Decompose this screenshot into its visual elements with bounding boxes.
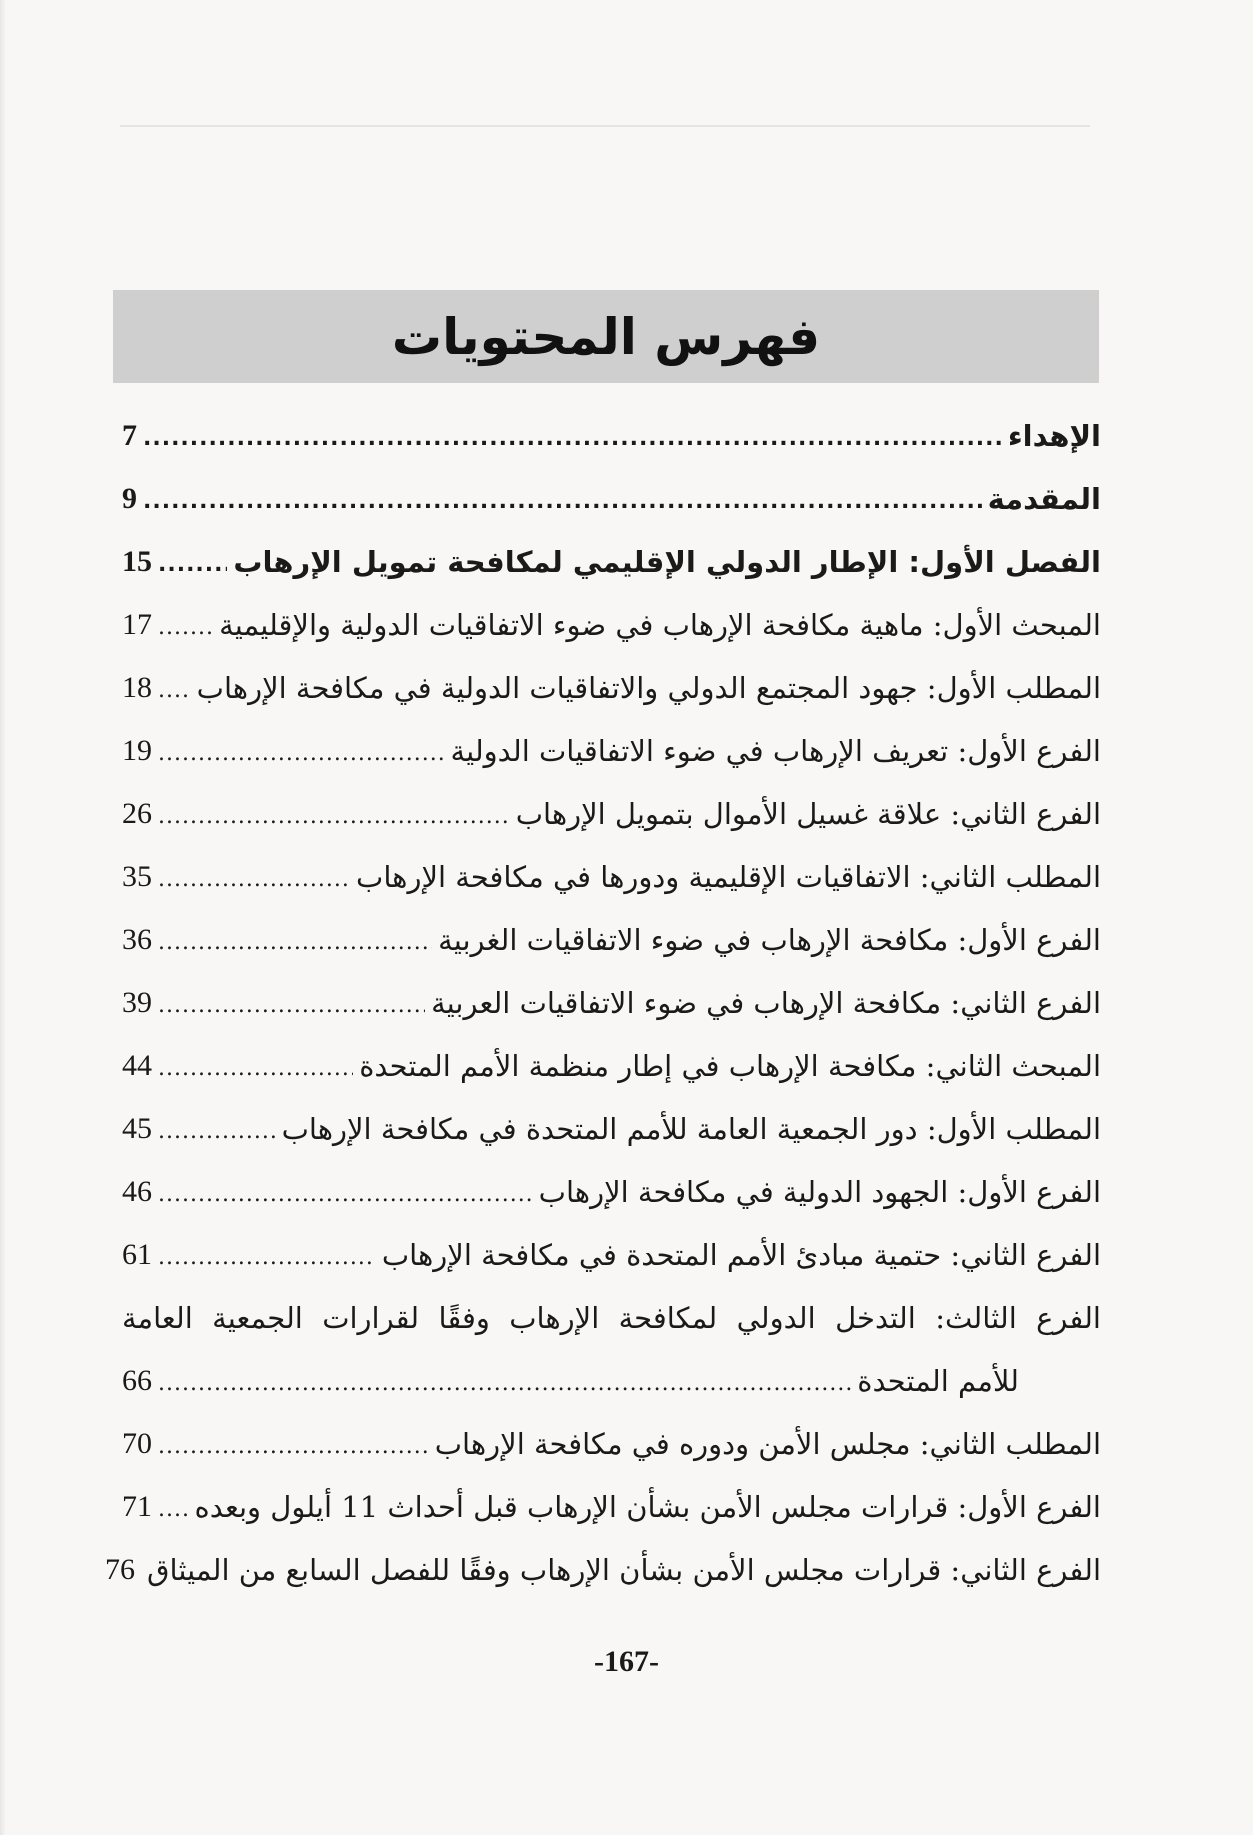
leader-dots	[143, 489, 982, 530]
toc-entry-title: المبحث الأول: ماهية مكافحة الإرهاب في ضوء الاتفاقيات الدولية والإقليمية	[219, 607, 1101, 642]
toc-entry[interactable]	[122, 467, 1101, 530]
toc-entry-title: المبحث الثاني: مكافحة الإرهاب في إطار منظمة الأمم المتحدة	[359, 1048, 1101, 1083]
toc-entry-page: 76	[105, 1552, 136, 1586]
toc-entry-page: 15	[122, 544, 152, 578]
toc-entry[interactable]	[122, 782, 1101, 845]
toc-entry-page: 9	[122, 481, 137, 515]
leader-dots	[158, 930, 432, 971]
toc-entry[interactable]	[122, 1160, 1101, 1223]
leader-dots	[143, 426, 1002, 467]
toc-entry[interactable]	[122, 1412, 1101, 1475]
leader-dots	[158, 552, 227, 593]
toc-entry-title: للأمم المتحدة	[857, 1363, 1019, 1398]
leader-dots	[158, 1245, 376, 1286]
leader-dots	[158, 1434, 429, 1475]
toc-entry-page: 44	[122, 1048, 152, 1082]
toc-entry[interactable]	[122, 1034, 1101, 1097]
toc-entry[interactable]	[122, 1286, 1101, 1349]
leader-dots	[158, 615, 213, 656]
toc-entry-title: الفرع الثاني: مكافحة الإرهاب في ضوء الاتفاقيات العربية	[431, 985, 1101, 1020]
toc-entry-page: 26	[122, 796, 152, 830]
toc-entry-title: الفرع الأول: تعريف الإرهاب في ضوء الاتفاقيات الدولية	[450, 733, 1101, 768]
toc-entry-title: الفرع الثالث: التدخل الدولي لمكافحة الإرهاب وفقًا لقرارات الجمعية العامة	[122, 1300, 1101, 1335]
leader-dots	[158, 1056, 353, 1097]
toc-entry-title: الفرع الأول: قرارات مجلس الأمن بشأن الإرهاب قبل أحداث 11 أيلول وبعده	[194, 1489, 1101, 1524]
toc-entry-page: 17	[122, 607, 152, 641]
toc-entry-title: الإهداء	[1007, 418, 1101, 453]
toc-entry-continuation[interactable]	[122, 1349, 1101, 1412]
leader-dots	[158, 1371, 851, 1412]
toc-entry[interactable]	[122, 845, 1101, 908]
toc-entry[interactable]	[122, 1223, 1101, 1286]
bleed-through-line	[120, 125, 1090, 127]
toc-entry-title: الفرع الثاني: علاقة غسيل الأموال بتمويل الإرهاب	[515, 796, 1101, 831]
page-edge	[0, 0, 6, 1835]
toc-entry-page: 19	[122, 733, 152, 767]
toc-entry-title: الفرع الثاني: قرارات مجلس الأمن بشأن الإرهاب وفقًا للفصل السابع من الميثاق	[147, 1552, 1101, 1587]
leader-dots	[158, 741, 445, 782]
toc-entry[interactable]	[122, 1097, 1101, 1160]
toc-entry[interactable]	[122, 971, 1101, 1034]
toc-entry-title: المطلب الأول: جهود المجتمع الدولي والاتفاقيات الدولية في مكافحة الإرهاب	[196, 670, 1101, 705]
toc-entry[interactable]	[122, 908, 1101, 971]
toc-entry[interactable]	[122, 719, 1101, 782]
toc-entry[interactable]	[122, 404, 1101, 467]
toc-entry-title: المطلب الثاني: مجلس الأمن ودوره في مكافحة الإرهاب	[434, 1426, 1101, 1461]
toc-entry-page: 36	[122, 922, 152, 956]
toc-entry-title: الفرع الأول: مكافحة الإرهاب في ضوء الاتفاقيات الغربية	[438, 922, 1101, 957]
toc-entry-title: الفصل الأول: الإطار الدولي الإقليمي لمكافحة تمويل الإرهاب	[233, 544, 1101, 579]
toc-entry-page: 71	[122, 1489, 152, 1523]
toc-entry-title: المطلب الثاني: الاتفاقيات الإقليمية ودورها في مكافحة الإرهاب	[356, 859, 1101, 894]
toc-entry-title: الفرع الأول: الجهود الدولية في مكافحة الإرهاب	[538, 1174, 1101, 1209]
toc-entry[interactable]	[122, 1475, 1101, 1538]
toc-entry-page: 45	[122, 1111, 152, 1145]
leader-dots	[158, 1119, 276, 1160]
toc-entry[interactable]	[122, 593, 1101, 656]
toc-entry-page: 46	[122, 1174, 152, 1208]
leader-dots	[158, 678, 191, 719]
toc-entry-title: الفرع الثاني: حتمية مبادئ الأمم المتحدة في مكافحة الإرهاب	[381, 1237, 1101, 1272]
leader-dots	[158, 1497, 189, 1538]
toc-title-banner	[113, 290, 1099, 383]
toc-entry-page: 61	[122, 1237, 152, 1271]
leader-dots	[158, 804, 510, 845]
toc-entry-page: 39	[122, 985, 152, 1019]
toc-entry-page: 18	[122, 670, 152, 704]
toc-entry-page: 66	[122, 1363, 152, 1397]
toc-entry-page: 35	[122, 859, 152, 893]
toc-list	[105, 404, 1101, 1601]
toc-entry[interactable]	[122, 530, 1101, 593]
toc-entry[interactable]	[122, 656, 1101, 719]
toc-entry-title: المطلب الأول: دور الجمعية العامة للأمم المتحدة في مكافحة الإرهاب	[281, 1111, 1101, 1146]
toc-entry-page: 70	[122, 1426, 152, 1460]
toc-title: فهرس المحتويات	[391, 307, 821, 366]
toc-entry-page: 7	[122, 418, 137, 452]
toc-entry[interactable]	[105, 1538, 1101, 1601]
leader-dots	[158, 993, 425, 1034]
leader-dots	[158, 1182, 533, 1223]
page-number: -167-	[594, 1645, 659, 1678]
leader-dots	[158, 867, 350, 908]
toc-entry-title: المقدمة	[987, 481, 1101, 516]
